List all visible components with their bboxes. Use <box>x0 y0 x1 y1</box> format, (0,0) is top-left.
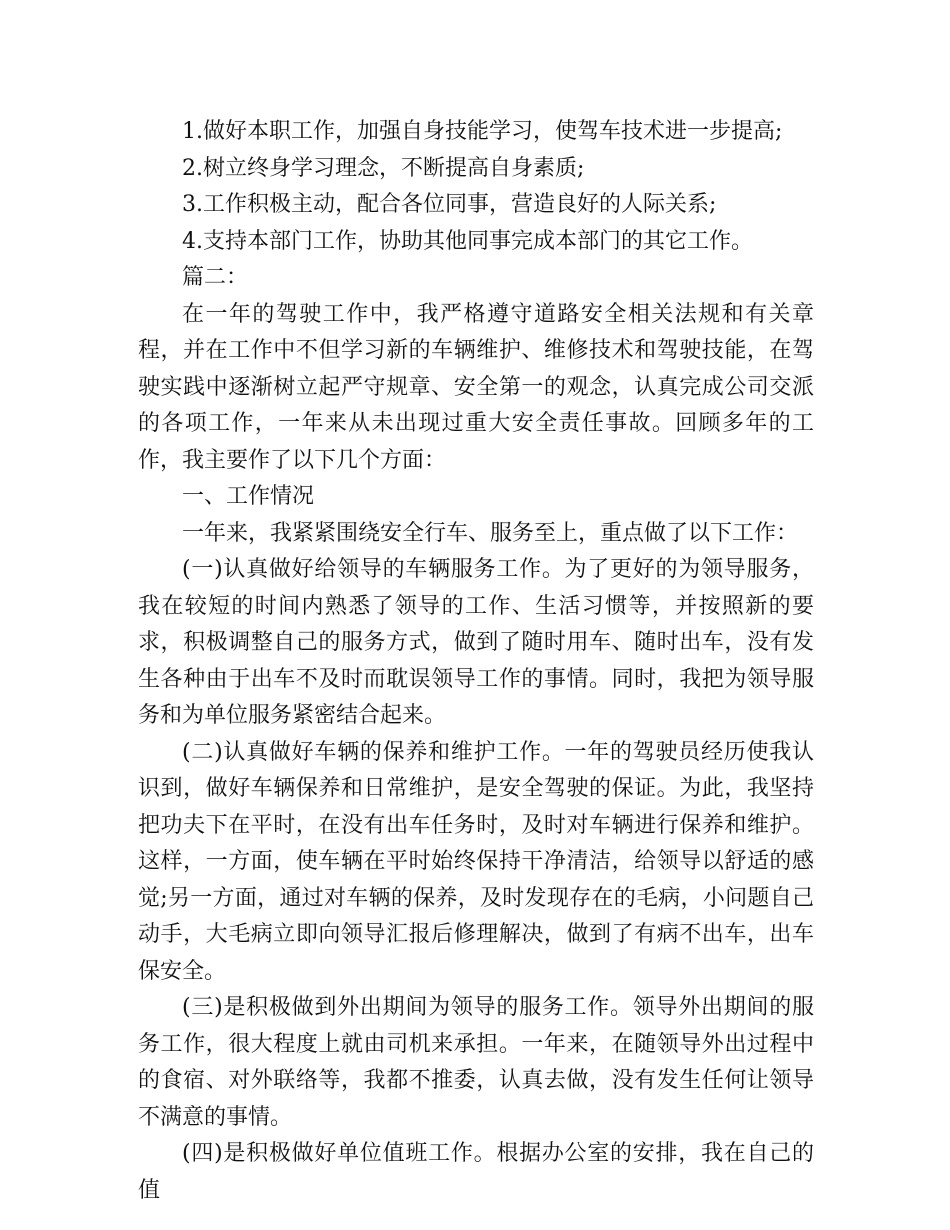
intro-paragraph: 在一年的驾驶工作中，我严格遵守道路安全相关法规和有关章程，并在工作中不但学习新的车辆维护、维修技术和驾驶技能，在驾驶实践中逐渐树立起严守规章、安全第一的观念，认真完成公司交派的各项工作，一年来从未出现过重大安全责任事故。回顾多年的工作，我主要作了以下几个方面： <box>138 301 814 473</box>
list-item-4: 4.支持本部门工作，协助其他同事完成本部门的其它工作。 <box>182 228 753 254</box>
list-item-3: 3.工作积极主动，配合各位同事，营造良好的人际关系; <box>182 192 717 217</box>
summary-paragraph: 一年来，我紧紧围绕安全行车、服务至上，重点做了以下工作： <box>182 520 799 546</box>
paragraph-item-4: (四)是积极做好单位值班工作。根据办公室的安排，我在自己的值 <box>138 1141 814 1203</box>
paragraph-item-3: (三)是积极做到外出期间为领导的服务工作。领导外出期间的服务工作，很大程度上就由司机来承担。一年来，在随领导外出过程中的食宿、对外联络等，我都不推委，认真去做，没有发生任何让领导不满意的事情。 <box>138 995 814 1130</box>
paragraph-item-1: (一)认真做好给领导的车辆服务工作。为了更好的为领导服务，我在较短的时间内熟悉了领导的工作、生活习惯等，并按照新的要求，积极调整自己的服务方式，做到了随时用车、随时出车，没有发生各种由于出车不及时而耽误领导工作的事情。同时，我把为领导服务和为单位服务紧密结合起来。 <box>138 557 814 728</box>
list-item-2: 2.树立终身学习理念，不断提高自身素质; <box>182 155 585 181</box>
section-heading-part-two: 篇二： <box>182 265 249 290</box>
document-body <box>138 114 814 1209</box>
section-heading-work-situation: 一、工作情况 <box>182 484 315 509</box>
list-item-1: 1.做好本职工作，加强自身技能学习，使驾车技术进一步提高; <box>182 119 783 144</box>
paragraph-item-2: (二)认真做好车辆的保养和维护工作。一年的驾驶员经历使我认识到，做好车辆保养和日常维护，是安全驾驶的保证。为此，我坚持把功夫下在平时，在没有出车任务时，及时对车辆进行保养和维护。这样，一方面，使车辆在平时始终保持干净清洁，给领导以舒适的感觉;另一方面，通过对车辆的保养，及时发现存在的毛病，小问题自己动手，大毛病立即向领导汇报后修理解决，做到了有病不出车，出车保安全。 <box>138 739 814 984</box>
